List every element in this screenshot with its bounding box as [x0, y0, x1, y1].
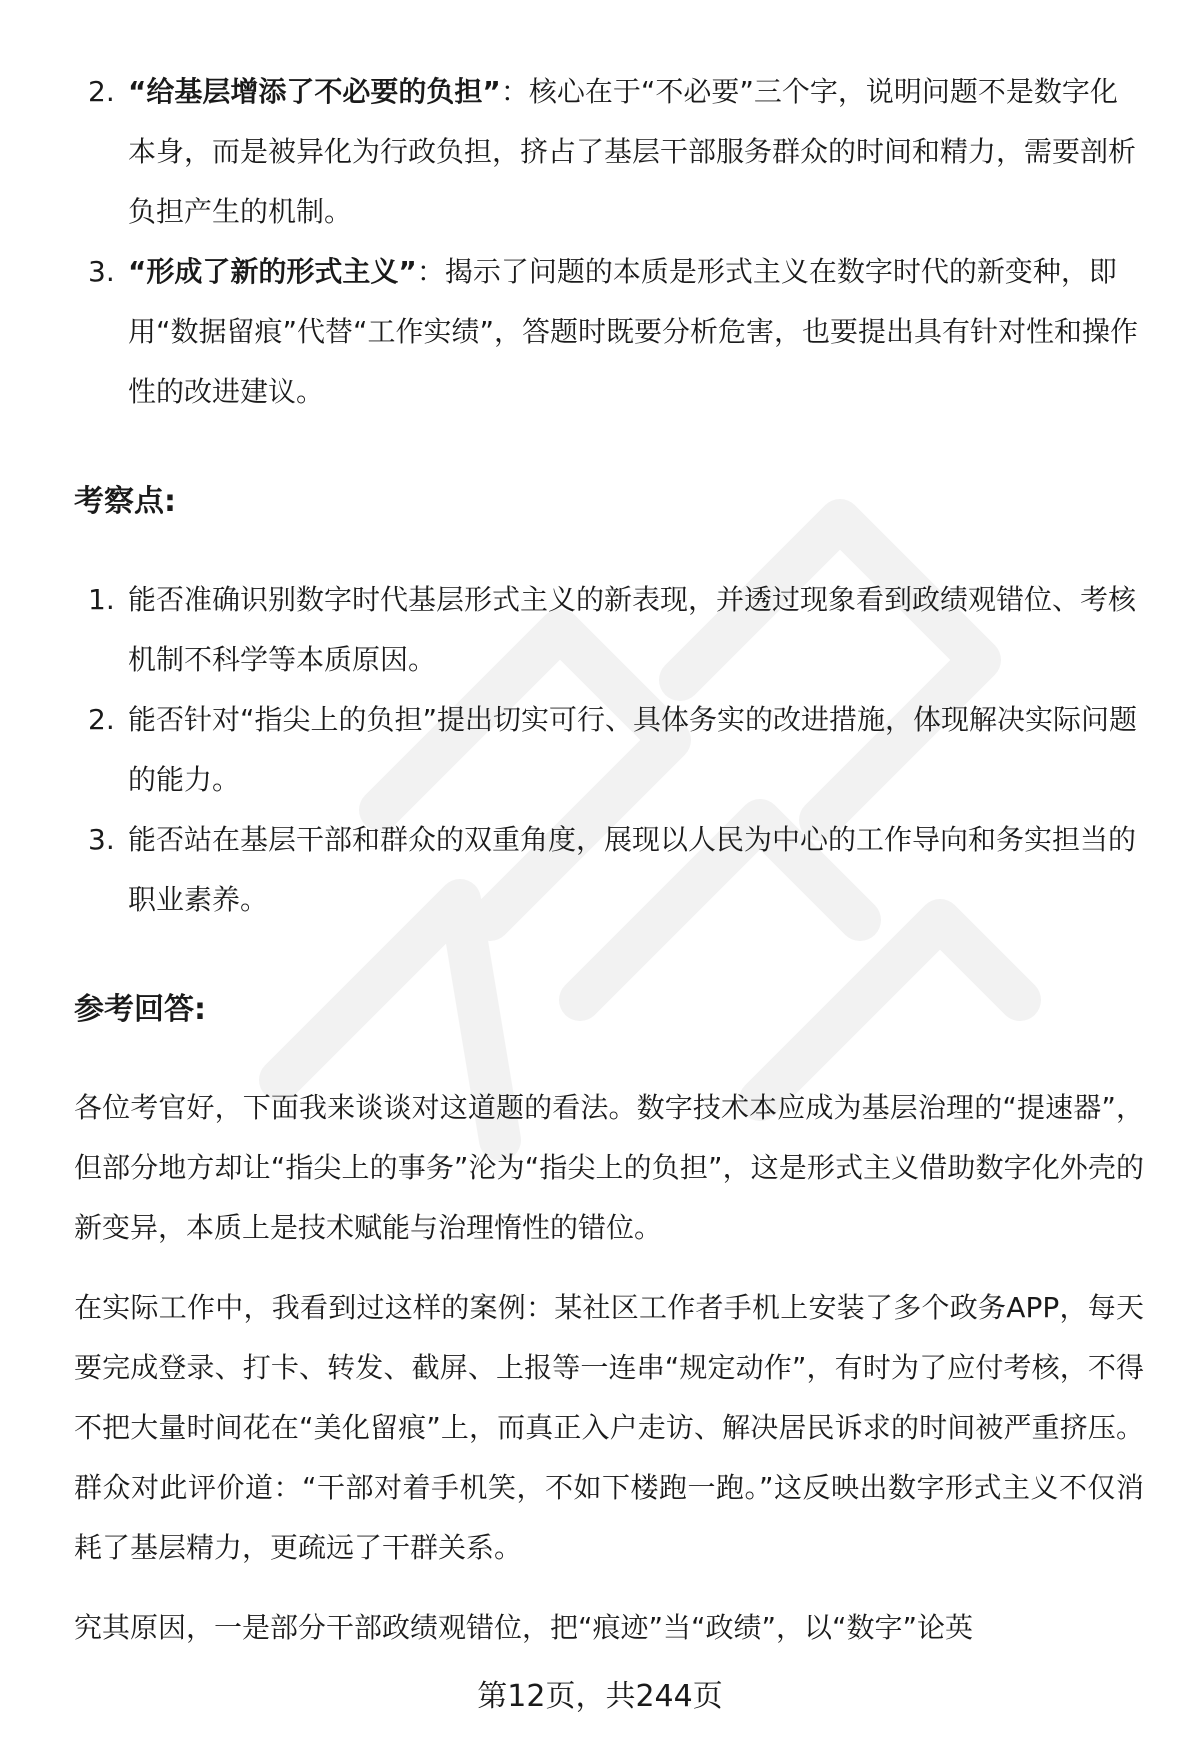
list-item-text: ：揭示了问题的本质是形式主义在数字时代的新变种，即用“数据留痕”代替“工作实绩”，答题时既要分析危害，也要提出具有针对性和操作性的改进建议。 — [128, 255, 1139, 408]
exam-points-list — [74, 570, 1144, 930]
list-number: 2. — [88, 703, 115, 736]
list-item-text: 能否站在基层干部和群众的双重角度，展现以人民为中心的工作导向和务实担当的职业素养。 — [128, 823, 1137, 916]
list-item-text: ：核心在于“不必要”三个字，说明问题不是数字化本身，而是被异化为行政负担，挤占了基层干部服务群众的时间和精力，需要剖析负担产生的机制。 — [128, 75, 1137, 228]
page-number: 第12页，共244页 — [477, 1679, 723, 1714]
document-body — [74, 62, 1144, 1658]
analysis-list — [74, 62, 1144, 422]
list-item-text: 能否针对“指尖上的负担”提出切实可行、具体务实的改进措施，体现解决实际问题的能力。 — [128, 703, 1138, 796]
list-item — [74, 690, 1144, 810]
answer-paragraph: 各位考官好，下面我来谈谈对这道题的看法。数字技术本应成为基层治理的“提速器”，但部分地方却让“指尖上的事务”沦为“指尖上的负担”，这是形式主义借助数字化外壳的新变异，本质上是技术赋能与治理惰性的错位。 — [74, 1091, 1144, 1244]
list-item — [74, 570, 1144, 690]
list-number: 3. — [88, 823, 115, 856]
list-number: 3. — [88, 255, 115, 288]
list-item — [74, 242, 1144, 422]
list-number: 1. — [88, 583, 115, 616]
answer-paragraph: 在实际工作中，我看到过这样的案例：某社区工作者手机上安装了多个政务APP，每天要完成登录、打卡、转发、截屏、上报等一连串“规定动作”，有时为了应付考核，不得不把大量时间花在“美化留痕”上，而真正入户走访、解决居民诉求的时间被严重挤压。群众对此评价道：“干部对着手机笑，不如下楼跑一跑。”这反映出数字形式主义不仅消耗了基层精力，更疏远了干群关系。 — [74, 1291, 1144, 1564]
list-item — [74, 810, 1144, 930]
answer-heading: 参考回答: — [74, 992, 206, 1027]
list-number: 2. — [88, 75, 115, 108]
exam-points-heading: 考察点: — [74, 484, 176, 519]
list-item — [74, 62, 1144, 242]
list-item-title: “给基层增添了不必要的负担” — [128, 75, 501, 108]
list-item-text: 能否准确识别数字时代基层形式主义的新表现，并透过现象看到政绩观错位、考核机制不科学等本质原因。 — [128, 583, 1137, 676]
list-item-title: “形成了新的形式主义” — [128, 255, 417, 288]
answer-paragraph: 究其原因，一是部分干部政绩观错位，把“痕迹”当“政绩”，以“数字”论英 — [74, 1611, 974, 1644]
